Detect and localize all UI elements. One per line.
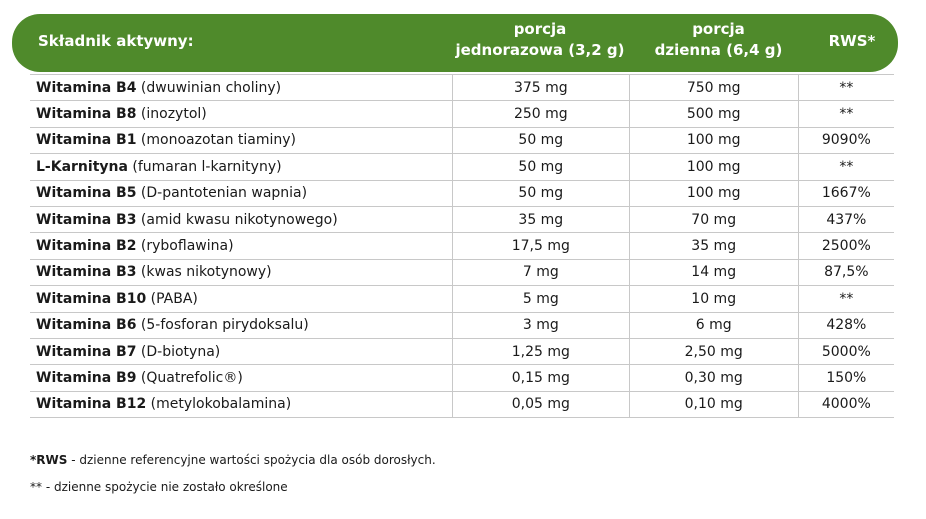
rws-cell: 437% (798, 206, 894, 232)
header-daily-portion (626, 19, 811, 61)
ingredient-detail: (D-biotyna) (136, 343, 221, 360)
ingredient-detail: (metylokobalamina) (146, 396, 292, 413)
header-single-line1: porcja (513, 20, 567, 38)
rws-cell: ** (798, 286, 894, 312)
ingredient-name: Witamina B1 (36, 132, 137, 149)
ingredient-cell (30, 259, 452, 285)
ingredient-cell (30, 180, 452, 206)
header-single-line2: jednorazowa (3,2 g) (455, 41, 625, 59)
single-portion-cell: 3 mg (452, 312, 629, 338)
footnote-rws (30, 453, 436, 467)
ingredient-name: Witamina B4 (36, 79, 137, 96)
ingredient-detail: (ryboflawina) (136, 238, 234, 255)
footnote-rws-text: - dzienne referencyjne wartości spożycia dla osób dorosłych. (67, 453, 436, 467)
single-portion-cell: 17,5 mg (452, 233, 629, 259)
daily-portion-cell: 2,50 mg (629, 338, 798, 364)
rws-cell: 4000% (798, 391, 894, 417)
table-row (30, 259, 894, 285)
daily-portion-cell: 500 mg (629, 101, 798, 127)
ingredient-cell (30, 233, 452, 259)
single-portion-cell: 50 mg (452, 154, 629, 180)
ingredient-name: Witamina B10 (36, 290, 147, 307)
ingredient-cell (30, 365, 452, 391)
header-rws: RWS* (828, 32, 876, 50)
table-header (12, 14, 898, 72)
ingredient-detail: (monoazotan tiaminy) (136, 132, 297, 149)
nutrition-table-body (30, 75, 894, 418)
rws-cell: 150% (798, 365, 894, 391)
daily-portion-cell: 70 mg (629, 206, 798, 232)
single-portion-cell: 250 mg (452, 101, 629, 127)
ingredient-name: Witamina B9 (36, 369, 137, 386)
single-portion-cell: 0,05 mg (452, 391, 629, 417)
ingredient-name: Witamina B3 (36, 211, 137, 228)
table-row (30, 365, 894, 391)
ingredient-detail: (Quatrefolic®) (136, 369, 243, 386)
daily-portion-cell: 10 mg (629, 286, 798, 312)
ingredient-cell (30, 391, 452, 417)
ingredient-cell (30, 154, 452, 180)
ingredient-detail: (kwas nikotynowy) (136, 264, 272, 281)
daily-portion-cell: 0,30 mg (629, 365, 798, 391)
ingredient-cell (30, 286, 452, 312)
ingredient-detail: (5-fosforan pirydoksalu) (136, 317, 309, 334)
ingredient-detail: (amid kwasu nikotynowego) (136, 211, 338, 228)
ingredient-name: Witamina B6 (36, 317, 137, 334)
ingredient-cell (30, 338, 452, 364)
rws-cell: ** (798, 75, 894, 101)
ingredient-name: Witamina B5 (36, 185, 137, 202)
single-portion-cell: 375 mg (452, 75, 629, 101)
ingredient-detail: (PABA) (146, 290, 198, 307)
nutrition-table (30, 74, 894, 418)
ingredient-cell (30, 75, 452, 101)
ingredient-detail: (fumaran l-karnityny) (127, 158, 282, 175)
rws-cell: 428% (798, 312, 894, 338)
table-row (30, 101, 894, 127)
footnote-rws-key: *RWS (30, 453, 68, 467)
ingredient-name: L-Karnityna (36, 158, 128, 175)
single-portion-cell: 50 mg (452, 127, 629, 153)
rws-cell: 5000% (798, 338, 894, 364)
single-portion-cell: 7 mg (452, 259, 629, 285)
table-row (30, 338, 894, 364)
ingredient-name: Witamina B7 (36, 343, 137, 360)
ingredient-cell (30, 127, 452, 153)
single-portion-cell: 1,25 mg (452, 338, 629, 364)
ingredient-name: Witamina B2 (36, 238, 137, 255)
daily-portion-cell: 750 mg (629, 75, 798, 101)
table-row (30, 286, 894, 312)
daily-portion-cell: 100 mg (629, 154, 798, 180)
table-row (30, 154, 894, 180)
header-daily-line1: porcja (692, 20, 745, 38)
ingredient-name: Witamina B12 (36, 396, 147, 413)
table-row (30, 312, 894, 338)
header-single-portion (435, 19, 645, 61)
ingredient-name: Witamina B8 (36, 106, 137, 123)
header-ingredient: Składnik aktywny: (38, 32, 194, 50)
table-row (30, 180, 894, 206)
rws-cell: 1667% (798, 180, 894, 206)
ingredient-name: Witamina B3 (36, 264, 137, 281)
table-row (30, 127, 894, 153)
ingredient-detail: (inozytol) (136, 106, 207, 123)
daily-portion-cell: 0,10 mg (629, 391, 798, 417)
rws-cell: 9090% (798, 127, 894, 153)
rws-cell: 87,5% (798, 259, 894, 285)
daily-portion-cell: 35 mg (629, 233, 798, 259)
daily-portion-cell: 14 mg (629, 259, 798, 285)
ingredient-detail: (dwuwinian choliny) (136, 79, 282, 96)
single-portion-cell: 5 mg (452, 286, 629, 312)
daily-portion-cell: 100 mg (629, 127, 798, 153)
table-row (30, 391, 894, 417)
rws-cell: 2500% (798, 233, 894, 259)
single-portion-cell: 0,15 mg (452, 365, 629, 391)
ingredient-cell (30, 101, 452, 127)
rws-cell: ** (798, 101, 894, 127)
daily-portion-cell: 100 mg (629, 180, 798, 206)
ingredient-cell (30, 312, 452, 338)
ingredient-cell (30, 206, 452, 232)
table-row (30, 75, 894, 101)
footnote-stars: ** - dzienne spożycie nie zostało określone (30, 480, 288, 494)
table-row (30, 206, 894, 232)
rws-cell: ** (798, 154, 894, 180)
header-daily-line2: dzienna (6,4 g) (654, 41, 783, 59)
single-portion-cell: 35 mg (452, 206, 629, 232)
ingredient-detail: (D-pantotenian wapnia) (136, 185, 308, 202)
table-row (30, 233, 894, 259)
daily-portion-cell: 6 mg (629, 312, 798, 338)
single-portion-cell: 50 mg (452, 180, 629, 206)
